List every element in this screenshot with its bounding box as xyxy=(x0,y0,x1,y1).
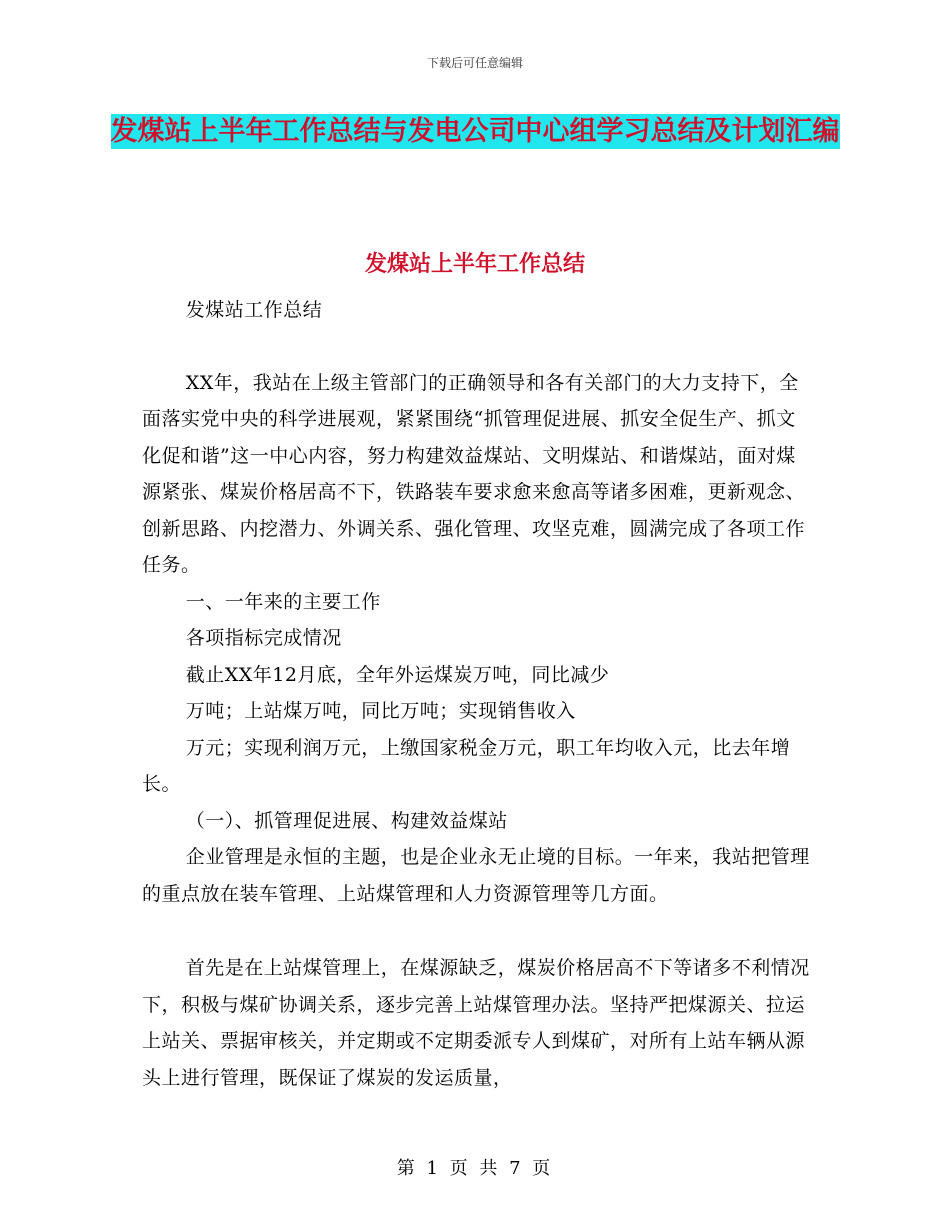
document-title-text: 发煤站上半年工作总结与发电公司中心组学习总结及计划汇编 xyxy=(110,116,840,147)
paragraph-heading: 一、一年来的主要工作 xyxy=(185,590,381,613)
paragraph-subtitle: 发煤站工作总结 xyxy=(185,299,323,321)
paragraph-heading: （一）、抓管理促进展、构建效益煤站 xyxy=(185,809,508,832)
section-title: 发煤站上半年工作总结 xyxy=(364,251,585,277)
footer-suffix: 页 xyxy=(532,1158,554,1179)
document-body xyxy=(142,292,810,1096)
paragraph: 企业管理是永恒的主题，也是企业永无止境的目标。一年来，我站把管理的重点放在装车管理、上站煤管理和人力资源管理等几方面。 xyxy=(142,846,810,905)
paragraph: 万元；实现利润万元，上缴国家税金万元，职工年均收入元，比去年增长。 xyxy=(142,736,791,795)
document-title xyxy=(60,108,890,156)
footer-middle: 页 共 xyxy=(449,1158,501,1179)
paragraph: 截止XX年12月底，全年外运煤炭万吨，同比减少 xyxy=(185,663,610,686)
paragraph: 各项指标完成情况 xyxy=(185,627,342,649)
paragraph: 首先是在上站煤管理上，在煤源缺乏，煤炭价格居高不下等诸多不利情况下，积极与煤矿协调关系，逐步完善上站煤管理办法。坚持严把煤源关、拉运上站关、票据审核关，并定期或不定期委派专人到煤矿，对所有上站车辆从源头上进行管理，既保证了煤炭的发运质量， xyxy=(142,957,810,1089)
paragraph: 万吨；上站煤万吨，同比万吨；实现销售收入 xyxy=(185,700,576,722)
footer-page-number: 1 xyxy=(426,1158,441,1179)
page-footer xyxy=(0,1154,950,1180)
footer-total-pages: 7 xyxy=(509,1158,524,1179)
footer-prefix: 第 xyxy=(396,1158,418,1179)
header-note: 下载后可任意编辑 xyxy=(426,56,523,70)
paragraph: XX年，我站在上级主管部门的正确领导和各有关部门的大力支持下，全面落实党中央的科学进展观，紧紧围绕“抓管理促进展、抓安全促生产、抓文化促和谐”这一中心内容，努力构建效益煤站、文明煤站、和谐煤站，面对煤源紧张、煤炭价格居高不下，铁路装车要求愈来愈高等诸多困难，更新观念、创新思路、内挖潜力、外调关系、强化管理、攻坚克难，圆满完成了各项工作任务。 xyxy=(142,371,806,576)
